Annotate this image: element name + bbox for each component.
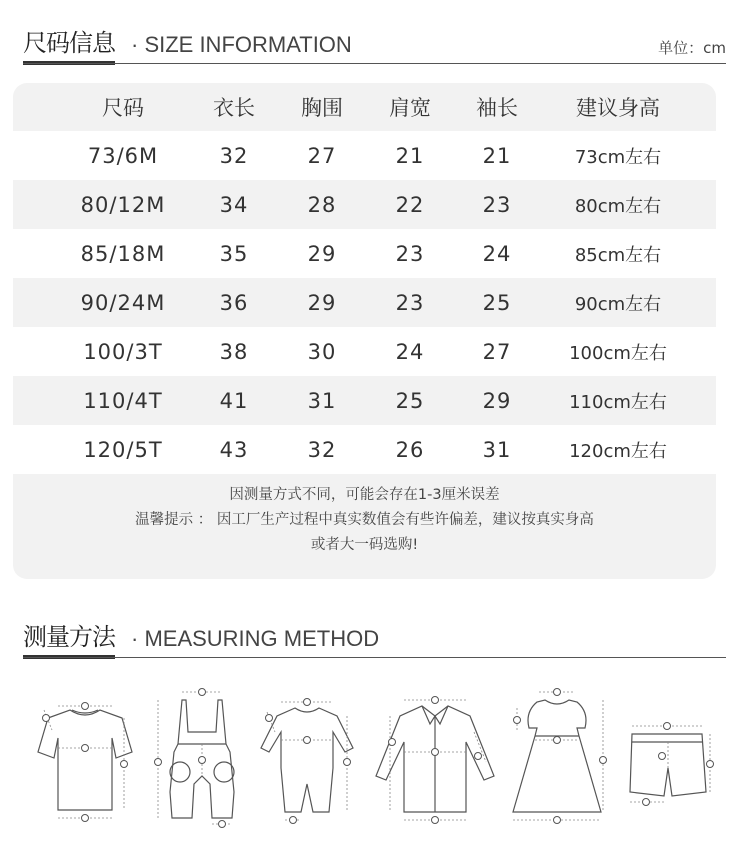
cell-sleeve: 24 xyxy=(482,241,512,266)
cell-chest: 29 xyxy=(307,241,337,266)
header-divider xyxy=(23,657,726,658)
table-row xyxy=(13,180,716,229)
cell-shoulder: 21 xyxy=(395,143,425,168)
shorts-diagram xyxy=(622,672,722,832)
shirt-diagram xyxy=(370,672,500,832)
cell-length: 43 xyxy=(219,437,249,462)
cell-sleeve: 31 xyxy=(482,437,512,462)
cell-chest: 29 xyxy=(307,290,337,315)
method-section-title-en: · MEASURING METHOD xyxy=(131,626,380,651)
measurement-notes xyxy=(13,483,716,558)
cell-length: 32 xyxy=(219,143,249,168)
cell-height: 90cm左右 xyxy=(574,293,662,315)
cell-size: 120/5T xyxy=(83,437,163,462)
cell-height: 73cm左右 xyxy=(574,146,662,168)
header-shoulder: 肩宽 xyxy=(389,96,431,120)
measuring-method-header xyxy=(23,618,726,658)
cell-height: 100cm左右 xyxy=(569,342,667,364)
header-size: 尺码 xyxy=(102,96,144,120)
header-divider xyxy=(23,63,726,64)
cell-size: 73/6M xyxy=(87,143,159,168)
cell-length: 35 xyxy=(219,241,249,266)
size-section-title-cn: 尺码信息 xyxy=(23,23,115,58)
table-row xyxy=(13,425,716,474)
table-row xyxy=(13,278,716,327)
cell-shoulder: 26 xyxy=(395,437,425,462)
cell-sleeve: 29 xyxy=(482,388,512,413)
cell-length: 34 xyxy=(219,192,249,217)
overalls-diagram xyxy=(152,672,252,832)
header-height: 建议身高 xyxy=(576,96,660,120)
cell-chest: 27 xyxy=(307,143,337,168)
unit-label: 单位：cm xyxy=(658,39,726,57)
cell-sleeve: 21 xyxy=(482,143,512,168)
cell-size: 100/3T xyxy=(83,339,163,364)
note-line: 因测量方式不同，可能会存在1-3厘米误差 xyxy=(229,487,500,503)
cell-height: 80cm左右 xyxy=(574,195,662,217)
size-table xyxy=(13,83,716,579)
cell-sleeve: 23 xyxy=(482,192,512,217)
cell-sleeve: 25 xyxy=(482,290,512,315)
cell-sleeve: 27 xyxy=(482,339,512,364)
cell-height: 110cm左右 xyxy=(569,391,667,413)
table-row xyxy=(13,229,716,278)
cell-height: 85cm左右 xyxy=(574,244,662,266)
header-length: 衣长 xyxy=(213,96,255,120)
note-line: 或者大一码选购! xyxy=(310,537,419,553)
table-row xyxy=(13,327,716,376)
size-section-title-en: · SIZE INFORMATION xyxy=(131,32,352,57)
cell-chest: 32 xyxy=(307,437,337,462)
cell-size: 85/18M xyxy=(80,241,166,266)
table-row xyxy=(13,376,716,425)
note-line: 温馨提示 ： 因工厂生产过程中真实数值会有些许偏差，建议按真实身高 xyxy=(135,512,594,528)
table-row xyxy=(13,131,716,180)
cell-chest: 30 xyxy=(307,339,337,364)
cell-size: 90/24M xyxy=(80,290,166,315)
cell-shoulder: 23 xyxy=(395,290,425,315)
table-header-row xyxy=(13,83,716,131)
cell-chest: 28 xyxy=(307,192,337,217)
romper-diagram xyxy=(255,672,360,832)
dress-diagram xyxy=(505,672,615,832)
header-sleeve: 袖长 xyxy=(476,96,518,120)
cell-shoulder: 22 xyxy=(395,192,425,217)
cell-chest: 31 xyxy=(307,388,337,413)
cell-height: 120cm左右 xyxy=(569,440,667,462)
cell-length: 41 xyxy=(219,388,249,413)
measurement-diagrams xyxy=(0,672,750,842)
cell-length: 38 xyxy=(219,339,249,364)
cell-shoulder: 23 xyxy=(395,241,425,266)
cell-size: 110/4T xyxy=(83,388,163,413)
cell-length: 36 xyxy=(219,290,249,315)
cell-shoulder: 25 xyxy=(395,388,425,413)
header-chest: 胸围 xyxy=(301,96,343,120)
method-section-title-cn: 测量方法 xyxy=(23,617,115,652)
cell-shoulder: 24 xyxy=(395,339,425,364)
tshirt-diagram xyxy=(30,672,140,832)
size-information-header xyxy=(23,24,726,64)
cell-size: 80/12M xyxy=(80,192,166,217)
